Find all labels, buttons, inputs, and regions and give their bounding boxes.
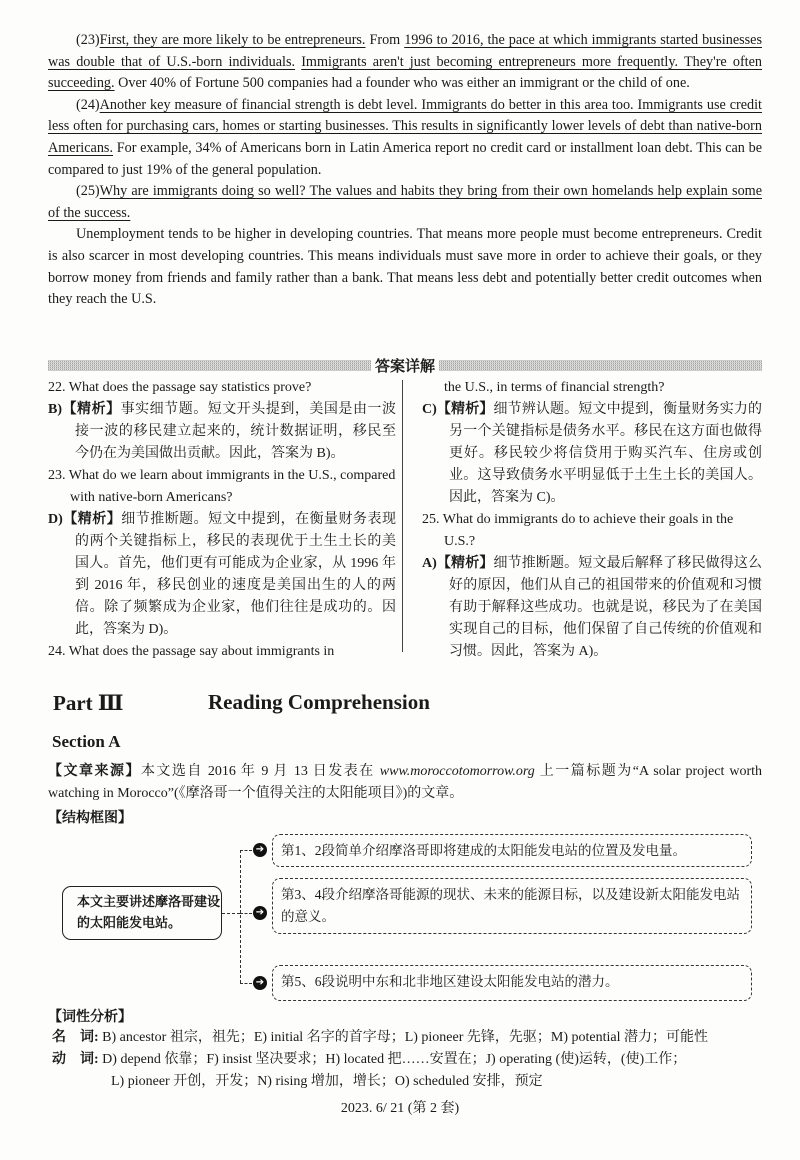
arrow-icon: ➔	[253, 976, 267, 990]
answers-right-column	[422, 377, 762, 663]
structure-main-box: 本文主要讲述摩洛哥建设的太阳能发电站。	[62, 886, 222, 940]
structure-label: 【结构框图】	[48, 811, 132, 826]
connector-line	[240, 850, 241, 983]
part-label: Part Ⅲ	[53, 691, 124, 715]
answer-23: D)【精析】细节推断题。短文中提到，在衡量财务表现的两个关键指标上，移民的表现优于土生土长的美国人。首先，他们更有可能成为企业家，从 1996 年到 2016 年，移民创业的速度是美国出生的人的两倍。除了频繁成为企业家，他们往往是成功的。因此，答案为 D)。	[48, 512, 397, 637]
section-title: Section A	[52, 732, 121, 751]
hatch-divider	[48, 360, 371, 371]
paragraph-23: (23)First, they are more likely to be entrepreneurs. From 1996 to 2016, the pace at which immigrants started businesses was double that of U.S.-born individuals. Immigrants aren't just becoming entrepreneurs more frequently. They're often succeeding. Over 40% of Fortune 500 companies had a founder who was either an immigrant or the child of one.	[48, 32, 763, 92]
pos-verb: 动 词: D) depend 依靠；F) insist 坚决要求；H) located 把……安置在；J) operating (使)运转，(使)工作；	[52, 1052, 687, 1067]
source-url: www.moroccotomorrow.org	[379, 764, 535, 779]
answer-24: C)【精析】细节辨认题。短文中提到，衡量财务实力的另一个关键指标是债务水平。移民在这方面也做得更好。移民较少将信贷用于购买汽车、住房或创业。这导致债务水平明显低于土生土长的美国人。因此，答案为 C)。	[422, 402, 763, 505]
answers-header	[48, 357, 762, 373]
page-footer: 2023. 6/ 21 (第 2 套)	[340, 1101, 460, 1116]
structure-branch-2: 第3、4段介绍摩洛哥能源的现状、未来的能源目标，以及建设新太阳能发电站的意义。	[272, 878, 752, 934]
connector-line	[222, 913, 240, 914]
paragraph-24: (24)Another key measure of financial strength is debt level. Immigrants do better in this area too. Immigrants use credit less often for purchasing cars, homes or starting businesses. This results in significantly lower levels of debt than native-born Americans. For example, 34% of Americans born in Latin America report no credit card or installment loan debt. This can be compared to just 19% of the general population.	[48, 96, 762, 178]
question-23: 23. What do we learn about immigrants in the U.S., compared with native-born Americans?	[48, 468, 396, 505]
part-numeral: Ⅲ	[97, 691, 124, 715]
structure-branch-1: 第1、2段简单介绍摩洛哥即将建成的太阳能发电站的位置及发电量。	[272, 834, 752, 867]
passage	[48, 30, 762, 311]
answers-title: 答案详解	[375, 356, 436, 375]
paragraph-25: (25)Why are immigrants doing so well? The values and habits they bring from their own homelands help explain some of the success.	[48, 183, 762, 221]
arrow-icon: ➔	[253, 843, 267, 857]
question-24-start: 24. What does the passage say about immigrants in	[48, 644, 335, 659]
answers-left-column	[48, 377, 396, 663]
connector-line	[240, 983, 252, 984]
pos-label: 【词性分析】	[48, 1010, 132, 1025]
column-divider	[402, 380, 403, 652]
answer-25: A)【精析】细节推断题。短文最后解释了移民做得这么好的原因，他们从自己的祖国带来的价值观和习惯有助于解释这些成功。也就是说，移民为了在美国实现自己的目标，他们保留了自己传统的价值观和习惯。因此，答案为 A)。	[422, 556, 763, 659]
question-25: 25. What do immigrants do to achieve their goals in the U.S.?	[422, 512, 734, 549]
paragraph-26: Unemployment tends to be higher in developing countries. That means more people must become entrepreneurs. Credit is also scarcer in most developing countries. This means individuals must save more in order to achieve their goals, or they borrow money from friends and family rather than a bank. That means less debt and potentially better credit outcomes when they reach the U.S.	[48, 226, 762, 308]
answer-22: B)【精析】事实细节题。短文开头提到，美国是由一波接一波的移民建立起来的，统计数据证明，移民至今仍在为美国做出贡献。因此，答案为 B)。	[48, 402, 396, 461]
pos-verb-cont: L) pioneer 开创，开发；N) rising 增加，增长；O) scheduled 安排，预定	[111, 1074, 543, 1089]
connector-line	[240, 850, 252, 851]
structure-branch-3: 第5、6段说明中东和北非地区建设太阳能发电站的潜力。	[272, 965, 752, 1001]
question-22: 22. What does the passage say statistics prove?	[48, 380, 312, 395]
article-source: 【文章来源】本文选自 2016 年 9 月 13 日发表在 www.moroccotomorrow.org 上一篇标题为“A solar project worth watching in Morocco”(《摩洛哥一个值得关注的太阳能项目》)的文章。	[48, 764, 763, 801]
part-title: Reading Comprehension	[208, 690, 430, 714]
question-24-end: the U.S., in terms of financial strength?	[444, 380, 665, 395]
arrow-icon: ➔	[253, 906, 267, 920]
connector-line	[240, 913, 252, 914]
pos-noun: 名 词: B) ancestor 祖宗，祖先；E) initial 名字的首字母；L) pioneer 先锋，先驱；M) potential 潜力；可能性	[52, 1030, 708, 1045]
hatch-divider	[439, 360, 762, 371]
